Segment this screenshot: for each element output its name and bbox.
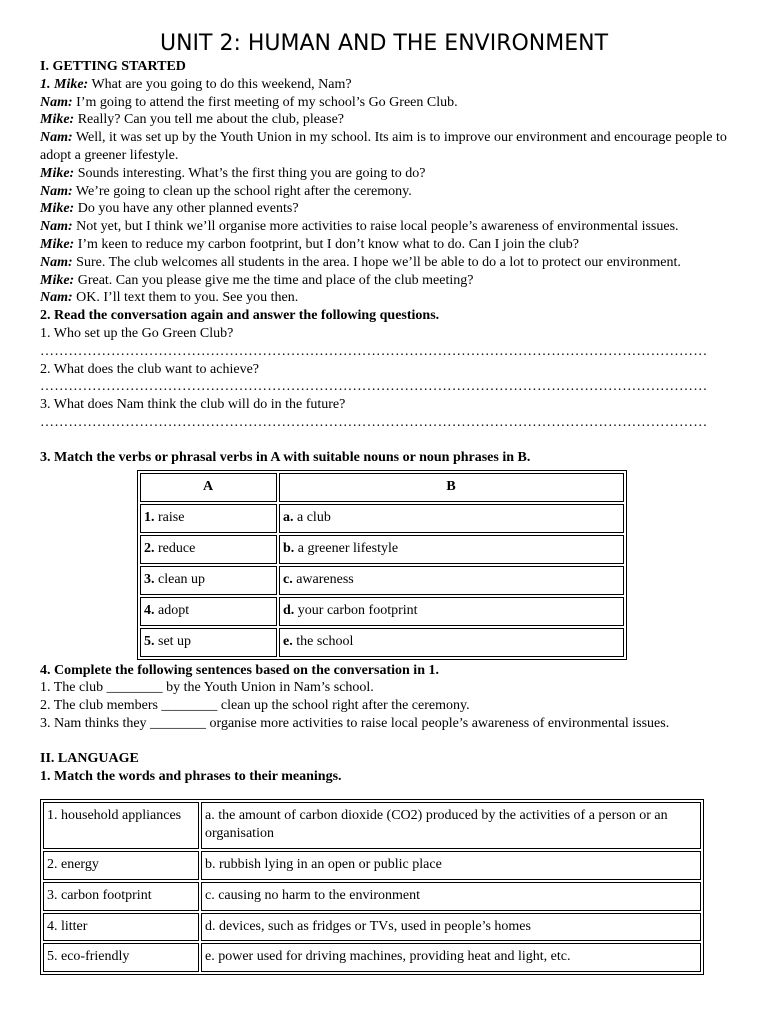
- table-row: [140, 628, 624, 657]
- word-cell: 5. eco-friendly: [43, 943, 199, 972]
- cell-a: [140, 535, 277, 564]
- item-text: adopt: [154, 602, 190, 618]
- dialogue-line: [40, 236, 728, 254]
- speaker-name: Nam:: [40, 183, 73, 199]
- section-heading-getting-started: I. GETTING STARTED: [40, 59, 186, 74]
- item-text: a club: [293, 509, 331, 525]
- item-number: 2.: [144, 540, 155, 556]
- dialogue-line: [40, 200, 728, 218]
- word-cell: 1. household appliances: [43, 802, 199, 849]
- dialogue-text: Sounds interesting. What’s the first thing you are going to do?: [74, 165, 426, 181]
- item-number: 1.: [144, 509, 155, 525]
- speaker-name: Nam:: [40, 94, 73, 110]
- meaning-match-table: [40, 799, 704, 975]
- cell-a: [140, 504, 277, 533]
- question: 1. Who set up the Go Green Club?: [40, 325, 234, 341]
- dialogue-text: What are you going to do this weekend, Nam?: [88, 76, 352, 92]
- answer-line[interactable]: ……………………………………………………………………………………………………………………………: [40, 379, 708, 395]
- dialogue-line: [40, 289, 728, 307]
- dialogue-line: [40, 129, 728, 165]
- exercise-3-heading: 3. Match the verbs or phrasal verbs in A with suitable nouns or noun phrases in B.: [40, 449, 531, 465]
- exercise-4-heading: 4. Complete the following sentences based on the conversation in 1.: [40, 662, 439, 678]
- question: 3. What does Nam think the club will do in the future?: [40, 397, 346, 413]
- cell-b: [279, 504, 624, 533]
- dialogue-line: [40, 76, 728, 94]
- fill-in-sentence: 3. Nam thinks they ________ organise more activities to raise local people’s awareness of environmental issues.: [40, 715, 670, 731]
- table-header-row: [140, 473, 624, 502]
- question: 2. What does the club want to achieve?: [40, 361, 259, 377]
- dialogue-line: [40, 254, 728, 272]
- table-row: [140, 597, 624, 626]
- dialogue: [40, 76, 728, 307]
- speaker-name: Mike:: [40, 272, 75, 288]
- table-row: [140, 504, 624, 533]
- cell-b: [279, 535, 624, 564]
- item-letter: b.: [283, 540, 295, 556]
- dialogue-line: [40, 272, 728, 290]
- cell-a: [140, 628, 277, 657]
- dialogue-text: Well, it was set up by the Youth Union in my school. Its aim is to improve our environment and encourage people to adopt a greener lifestyle.: [40, 130, 727, 163]
- word-cell: 4. litter: [43, 913, 199, 942]
- answer-line[interactable]: ……………………………………………………………………………………………………………………………: [40, 414, 708, 430]
- item-letter: d.: [283, 602, 295, 618]
- dialogue-text: I’m going to attend the first meeting of my school’s Go Green Club.: [72, 94, 458, 110]
- item-number: 5.: [144, 633, 155, 649]
- item-number: 4.: [144, 602, 155, 618]
- table-row: [43, 913, 701, 942]
- spacer: [40, 432, 728, 449]
- dialogue-line: [40, 165, 728, 183]
- cell-a: [140, 566, 277, 595]
- dialogue-line: [40, 111, 728, 129]
- item-text: raise: [154, 509, 185, 525]
- item-text: your carbon footprint: [294, 602, 418, 618]
- exercise-number: 1.: [40, 76, 51, 92]
- speaker-name: Mike:: [40, 236, 75, 252]
- item-letter: e.: [283, 633, 293, 649]
- language-exercise-1-heading: 1. Match the words and phrases to their meanings.: [40, 768, 342, 784]
- meaning-cell: d. devices, such as fridges or TVs, used in people’s homes: [201, 913, 701, 942]
- speaker-name: Mike:: [40, 165, 75, 181]
- item-text: set up: [154, 633, 192, 649]
- dialogue-text: I’m keen to reduce my carbon footprint, but I don’t know what to do. Can I join the club?: [74, 236, 580, 252]
- meaning-cell: e. power used for driving machines, providing heat and light, etc.: [201, 943, 701, 972]
- speaker-name: Nam:: [40, 219, 73, 235]
- cell-b: [279, 597, 624, 626]
- table-row: [43, 802, 701, 849]
- meaning-cell: a. the amount of carbon dioxide (CO2) produced by the activities of a person or an organisation: [201, 802, 701, 849]
- fill-in-sentence: 1. The club ________ by the Youth Union in Nam’s school.: [40, 680, 374, 696]
- speaker-name: Mike:: [54, 76, 89, 92]
- dialogue-text: Do you have any other planned events?: [74, 201, 299, 217]
- dialogue-line: [40, 218, 728, 236]
- cell-b: [279, 628, 624, 657]
- speaker-name: Mike:: [40, 201, 75, 217]
- meaning-cell: b. rubbish lying in an open or public place: [201, 851, 701, 880]
- fill-in-sentence: 2. The club members ________ clean up the school right after the ceremony.: [40, 698, 470, 714]
- section-heading-language: II. LANGUAGE: [40, 750, 139, 766]
- item-number: 3.: [144, 571, 155, 587]
- dialogue-text: Not yet, but I think we’ll organise more activities to raise local people’s awareness of environmental issues.: [72, 219, 679, 235]
- meaning-cell: c. causing no harm to the environment: [201, 882, 701, 911]
- item-text: clean up: [154, 571, 206, 587]
- dialogue-text: OK. I’ll text them to you. See you then.: [72, 290, 299, 306]
- table-row: [43, 851, 701, 880]
- dialogue-text: We’re going to clean up the school right after the ceremony.: [72, 183, 412, 199]
- page-title: UNIT 2: HUMAN AND THE ENVIRONMENT: [159, 31, 609, 56]
- item-text: reduce: [154, 540, 196, 556]
- speaker-name: Nam:: [40, 290, 73, 306]
- table-row: [43, 943, 701, 972]
- dialogue-text: Really? Can you tell me about the club, please?: [74, 112, 345, 128]
- word-cell: 2. energy: [43, 851, 199, 880]
- column-header-a: A: [140, 473, 277, 502]
- word-cell: 3. carbon footprint: [43, 882, 199, 911]
- item-text: the school: [292, 633, 354, 649]
- dialogue-text: Great. Can you please give me the time and place of the club meeting?: [74, 272, 474, 288]
- column-header-b: B: [279, 473, 624, 502]
- table-row: [140, 535, 624, 564]
- item-text: a greener lifestyle: [294, 540, 399, 556]
- speaker-name: Nam:: [40, 254, 73, 270]
- speaker-name: Nam:: [40, 130, 73, 146]
- table-row: [140, 566, 624, 595]
- dialogue-line: [40, 183, 728, 201]
- item-letter: a.: [283, 509, 294, 525]
- dialogue-text: Sure. The club welcomes all students in the area. I hope we’ll be able to do a lot to protect our environment.: [72, 254, 681, 270]
- table-row: [43, 882, 701, 911]
- answer-line[interactable]: ……………………………………………………………………………………………………………………………: [40, 343, 708, 359]
- item-text: awareness: [292, 571, 354, 587]
- dialogue-line: [40, 94, 728, 112]
- spacer: [40, 733, 728, 750]
- item-letter: c.: [283, 571, 293, 587]
- exercise-2-heading: 2. Read the conversation again and answer the following questions.: [40, 308, 440, 324]
- cell-b: [279, 566, 624, 595]
- match-table-a-b: [137, 470, 627, 660]
- cell-a: [140, 597, 277, 626]
- speaker-name: Mike:: [40, 112, 75, 128]
